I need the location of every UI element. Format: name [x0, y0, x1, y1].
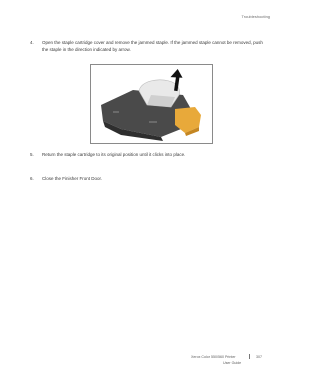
tray-detail [149, 121, 157, 123]
step-text: Open the staple cartridge cover and remove the jammed staple. If the jammed staple cannot be removed, push the staple in the direction indicated by arrow. [42, 40, 263, 52]
footer-divider [249, 354, 250, 359]
section-title: Troubleshooting [241, 14, 270, 19]
tray-detail [113, 111, 119, 113]
step-number: 4. [30, 40, 34, 45]
footer-product: Xerox Color 550/560 Printer [191, 355, 236, 359]
step-text: Return the staple cartridge to its original position until it clicks into place. [42, 152, 186, 157]
step-number: 5. [30, 152, 34, 157]
cover-inner [147, 95, 175, 107]
step-number: 6. [30, 176, 34, 181]
staple-cartridge-illustration [90, 64, 213, 144]
page-number: 307 [256, 355, 262, 359]
step-text: Close the Finisher Front Door. [42, 176, 103, 181]
footer-guide: User Guide [223, 361, 242, 365]
staple-cartridge-drawing [91, 65, 214, 145]
